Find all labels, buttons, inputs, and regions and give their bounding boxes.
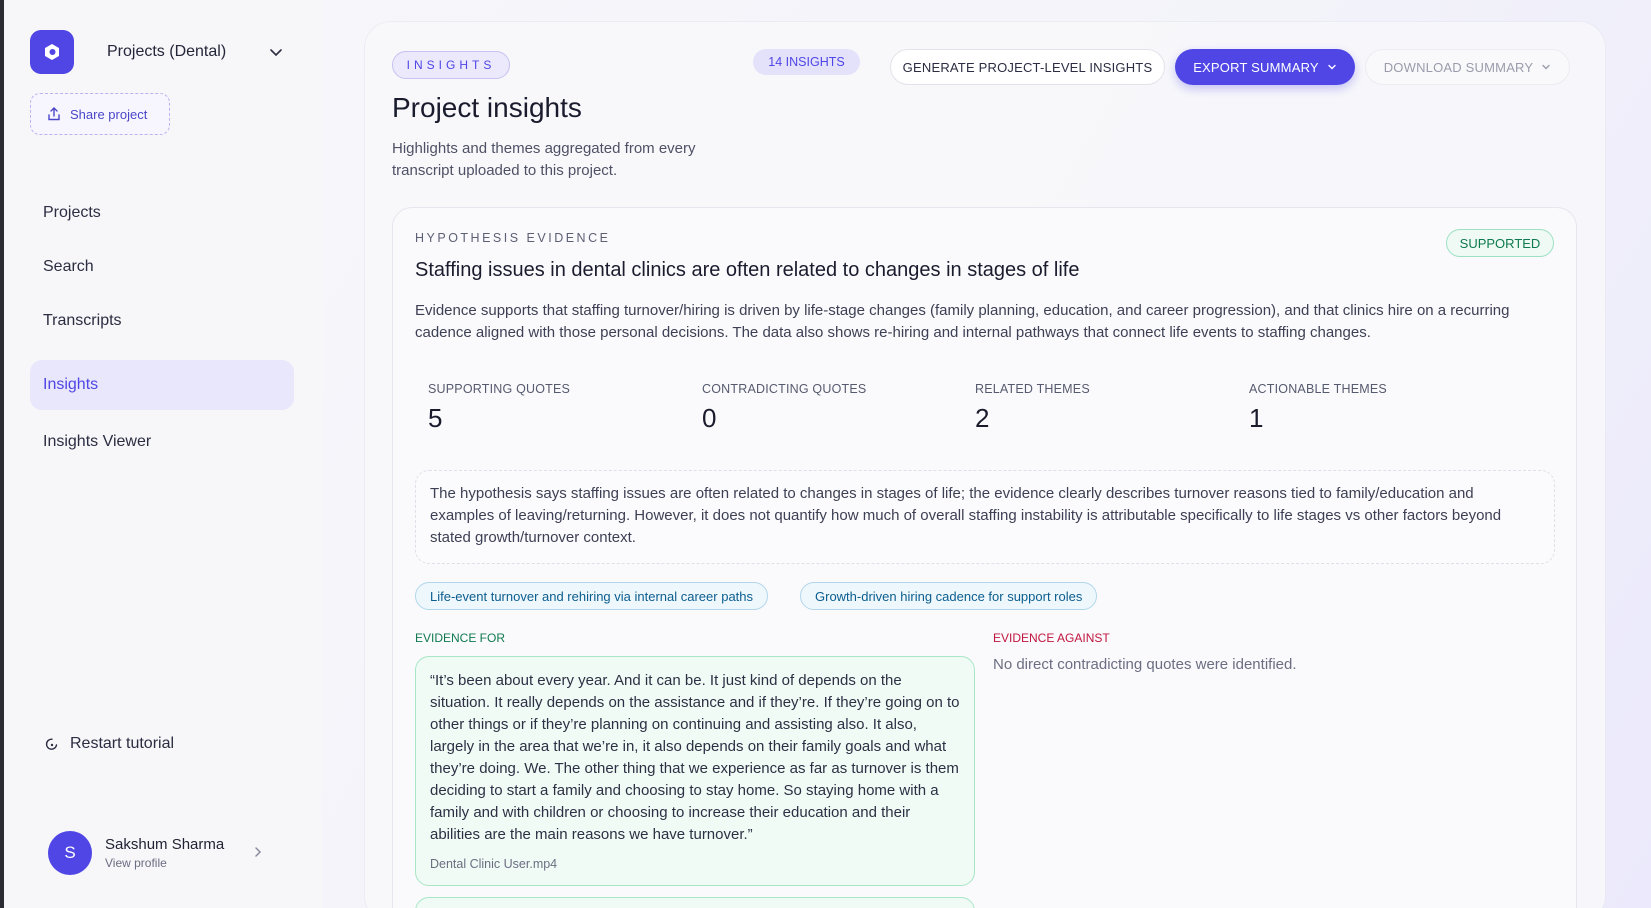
stat-related-themes [975,382,1090,434]
quote-text: “It’s been about every year. And it can be. It just kind of depends on the situation. It really depends on the assistance and if they’re. If they’re going on to other things or if they’re planning on continuing and assisting also. It also, largely in the area that we’re in, it also depends on their family goals and what they’re doing. We. The other thing that we experience as far as turnover is them deciding to start a family and choosing to stay home. So staying home with a family and with children or choosing to increase their education and their abilities are the main reasons we have turnover.” [430,672,960,843]
status-badge: SUPPORTED [1446,229,1554,257]
sidebar-item-label: Search [43,258,94,275]
stat-value: 0 [702,403,717,433]
user-profile[interactable] [48,830,288,876]
generate-insights-button[interactable] [890,49,1165,85]
hypothesis-description: Evidence supports that staffing turnover/hiring is driven by life-stage changes (family planning, education, and career progression), and that clinics hire on a recurring cadence aligned with those personal decisions. The data also shows re-hiring and internal pathways that connect life events to staffing changes. [415,302,1510,341]
profile-name: Sakshum Sharma [105,836,225,853]
stat-value: 1 [1249,403,1264,433]
share-project-label: Share project [70,106,148,122]
view-profile-link: View profile [105,856,167,870]
evidence-quote [415,656,975,886]
card-label: HYPOTHESIS EVIDENCE [415,231,611,245]
download-summary-button[interactable] [1365,49,1570,85]
page-title: Project insights [392,92,582,123]
stat-value: 5 [428,403,443,433]
export-summary-label: EXPORT SUMMARY [1193,59,1319,75]
restart-icon [44,736,60,752]
download-summary-label: DOWNLOAD SUMMARY [1383,59,1534,75]
share-project-button[interactable] [30,93,170,135]
stat-label: ACTIONABLE THEMES [1249,382,1387,396]
hypothesis-card [392,207,1577,908]
section-chip: INSIGHTS [392,51,510,79]
avatar: S [48,831,92,875]
evidence-for-label: EVIDENCE FOR [415,631,506,645]
app-logo-icon [30,30,74,74]
sidebar-item-insights[interactable] [30,360,294,410]
chevron-down-icon [1327,62,1337,72]
assessment-note: The hypothesis says staffing issues are often related to changes in stages of life; the evidence clearly describes turnover reasons tied to family/education and examples of leaving/returning. However, it does not quantify how much of overall staffing instability is attributable specifically to life stages vs other factors beyond stated growth/turnover context. [415,470,1555,564]
stat-label: RELATED THEMES [975,382,1090,396]
page-subtitle: Highlights and themes aggregated from every transcript uploaded to this project. [392,140,696,179]
stat-supporting [428,382,570,434]
insights-count-badge: 14 INSIGHTS [753,49,860,75]
export-summary-button[interactable] [1175,49,1355,85]
sidebar-item-projects[interactable] [30,188,294,238]
sidebar-item-label: Projects [43,204,101,221]
stat-label: SUPPORTING QUOTES [428,382,571,396]
evidence-quote [415,897,975,908]
sidebar-item-label: Insights [43,376,99,393]
generate-insights-label: GENERATE PROJECT-LEVEL INSIGHTS [902,59,1153,75]
stat-value: 2 [975,403,990,433]
sidebar-item-search[interactable] [30,242,294,292]
project-name: Projects (Dental) [107,43,227,60]
project-switcher[interactable] [30,30,290,74]
quote-source[interactable]: Dental Clinic User.mp4 [430,857,558,871]
chevron-down-icon [1541,62,1551,72]
main-panel [365,22,1605,908]
sidebar-item-label: Transcripts [43,312,122,329]
evidence-against-label: EVIDENCE AGAINST [993,631,1110,645]
stat-contradicting [702,382,866,434]
sidebar-item-insights-viewer[interactable] [30,417,294,467]
sidebar-item-transcripts[interactable] [30,296,294,346]
stat-actionable-themes [1249,382,1387,434]
theme-chip[interactable]: Life-event turnover and rehiring via internal career paths [415,582,768,610]
share-icon [47,107,61,121]
hypothesis-title: Staffing issues in dental clinics are often related to changes in stages of life [415,259,1080,281]
theme-chip[interactable]: Growth-driven hiring cadence for support roles [800,582,1097,610]
chevron-right-icon [252,845,264,859]
chevron-down-icon [268,44,284,60]
stat-label: CONTRADICTING QUOTES [702,382,867,396]
evidence-against-empty: No direct contradicting quotes were identified. [993,656,1297,673]
sidebar [4,0,322,908]
sidebar-item-label: Insights Viewer [43,433,152,450]
restart-tutorial-button[interactable] [44,735,174,753]
restart-tutorial-label: Restart tutorial [70,735,175,752]
